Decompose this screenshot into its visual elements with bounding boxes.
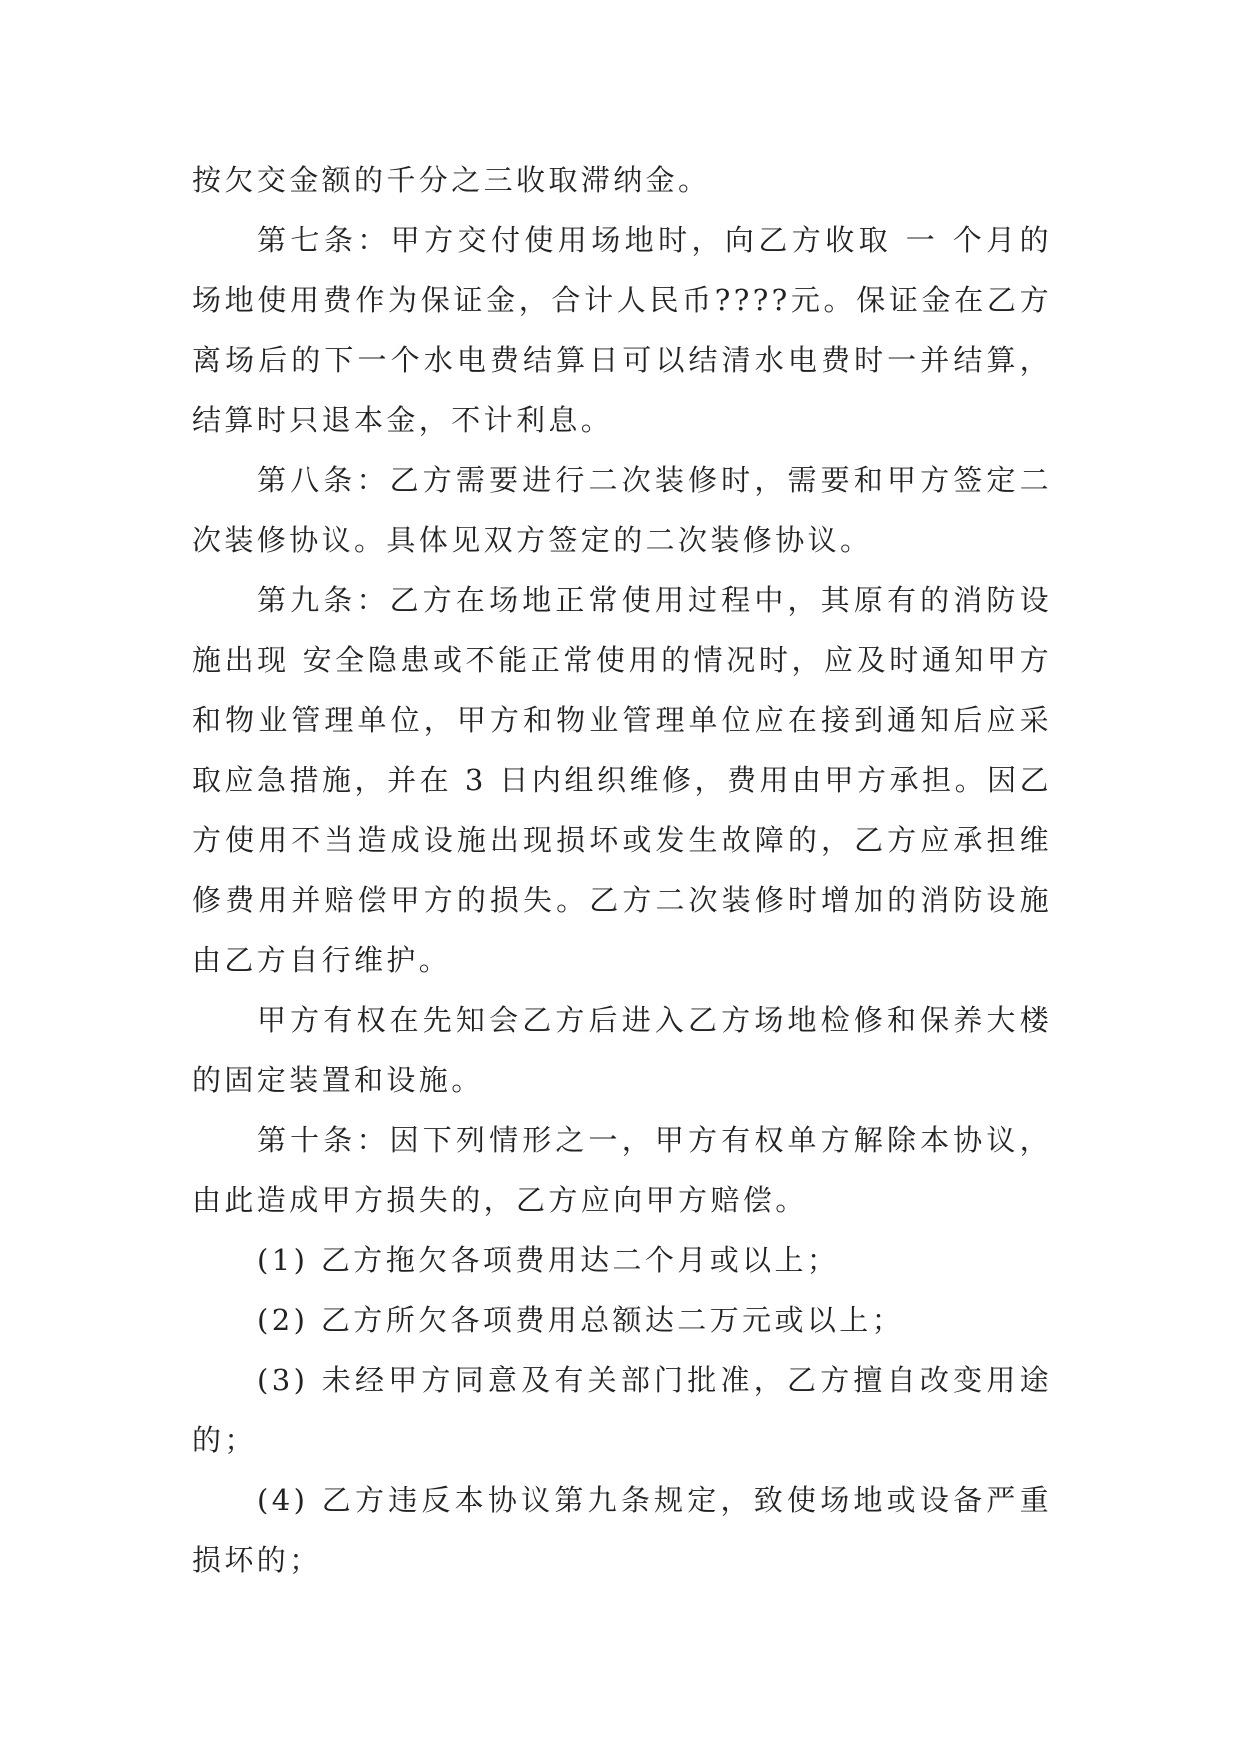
document-body	[192, 150, 1052, 1590]
paragraph-article-7: 第七条：甲方交付使用场地时，向乙方收取 一 个月的场地使用费作为保证金，合计人民币????元。保证金在乙方离场后的下一个水电费结算日可以结清水电费时一并结算，结算时只退本金，不计利息。	[192, 223, 1052, 437]
paragraph-late-fee: 按欠交金额的千分之三收取滞纳金。	[192, 163, 711, 197]
list-item-2: (2) 乙方所欠各项费用总额达二万元或以上；	[257, 1303, 905, 1337]
list-item-3: (3) 未经甲方同意及有关部门批准，乙方擅自改变用途的；	[192, 1363, 1052, 1457]
paragraph-article-8: 第八条：乙方需要进行二次装修时，需要和甲方签定二次装修协议。具体见双方签定的二次装修协议。	[192, 463, 1052, 557]
paragraph-article-10: 第十条：因下列情形之一，甲方有权单方解除本协议，由此造成甲方损失的，乙方应向甲方赔偿。	[192, 1123, 1052, 1217]
list-item-1: (1) 乙方拖欠各项费用达二个月或以上；	[257, 1243, 840, 1277]
paragraph-article-9: 第九条：乙方在场地正常使用过程中，其原有的消防设施出现 安全隐患或不能正常使用的情况时，应及时通知甲方和物业管理单位，甲方和物业管理单位应在接到通知后应采取应急措施，并在 3 日内组织维修，费用由甲方承担。因乙方使用不当造成设施出现损坏或发生故障的，乙方应承担维修费用并赔偿甲方的损失。乙方二次装修时增加的消防设施由乙方自行维护。	[192, 583, 1052, 977]
paragraph-inspection-right: 甲方有权在先知会乙方后进入乙方场地检修和保养大楼的固定装置和设施。	[192, 1003, 1052, 1097]
list-item-4: (4) 乙方违反本协议第九条规定，致使场地或设备严重损坏的；	[192, 1483, 1052, 1577]
